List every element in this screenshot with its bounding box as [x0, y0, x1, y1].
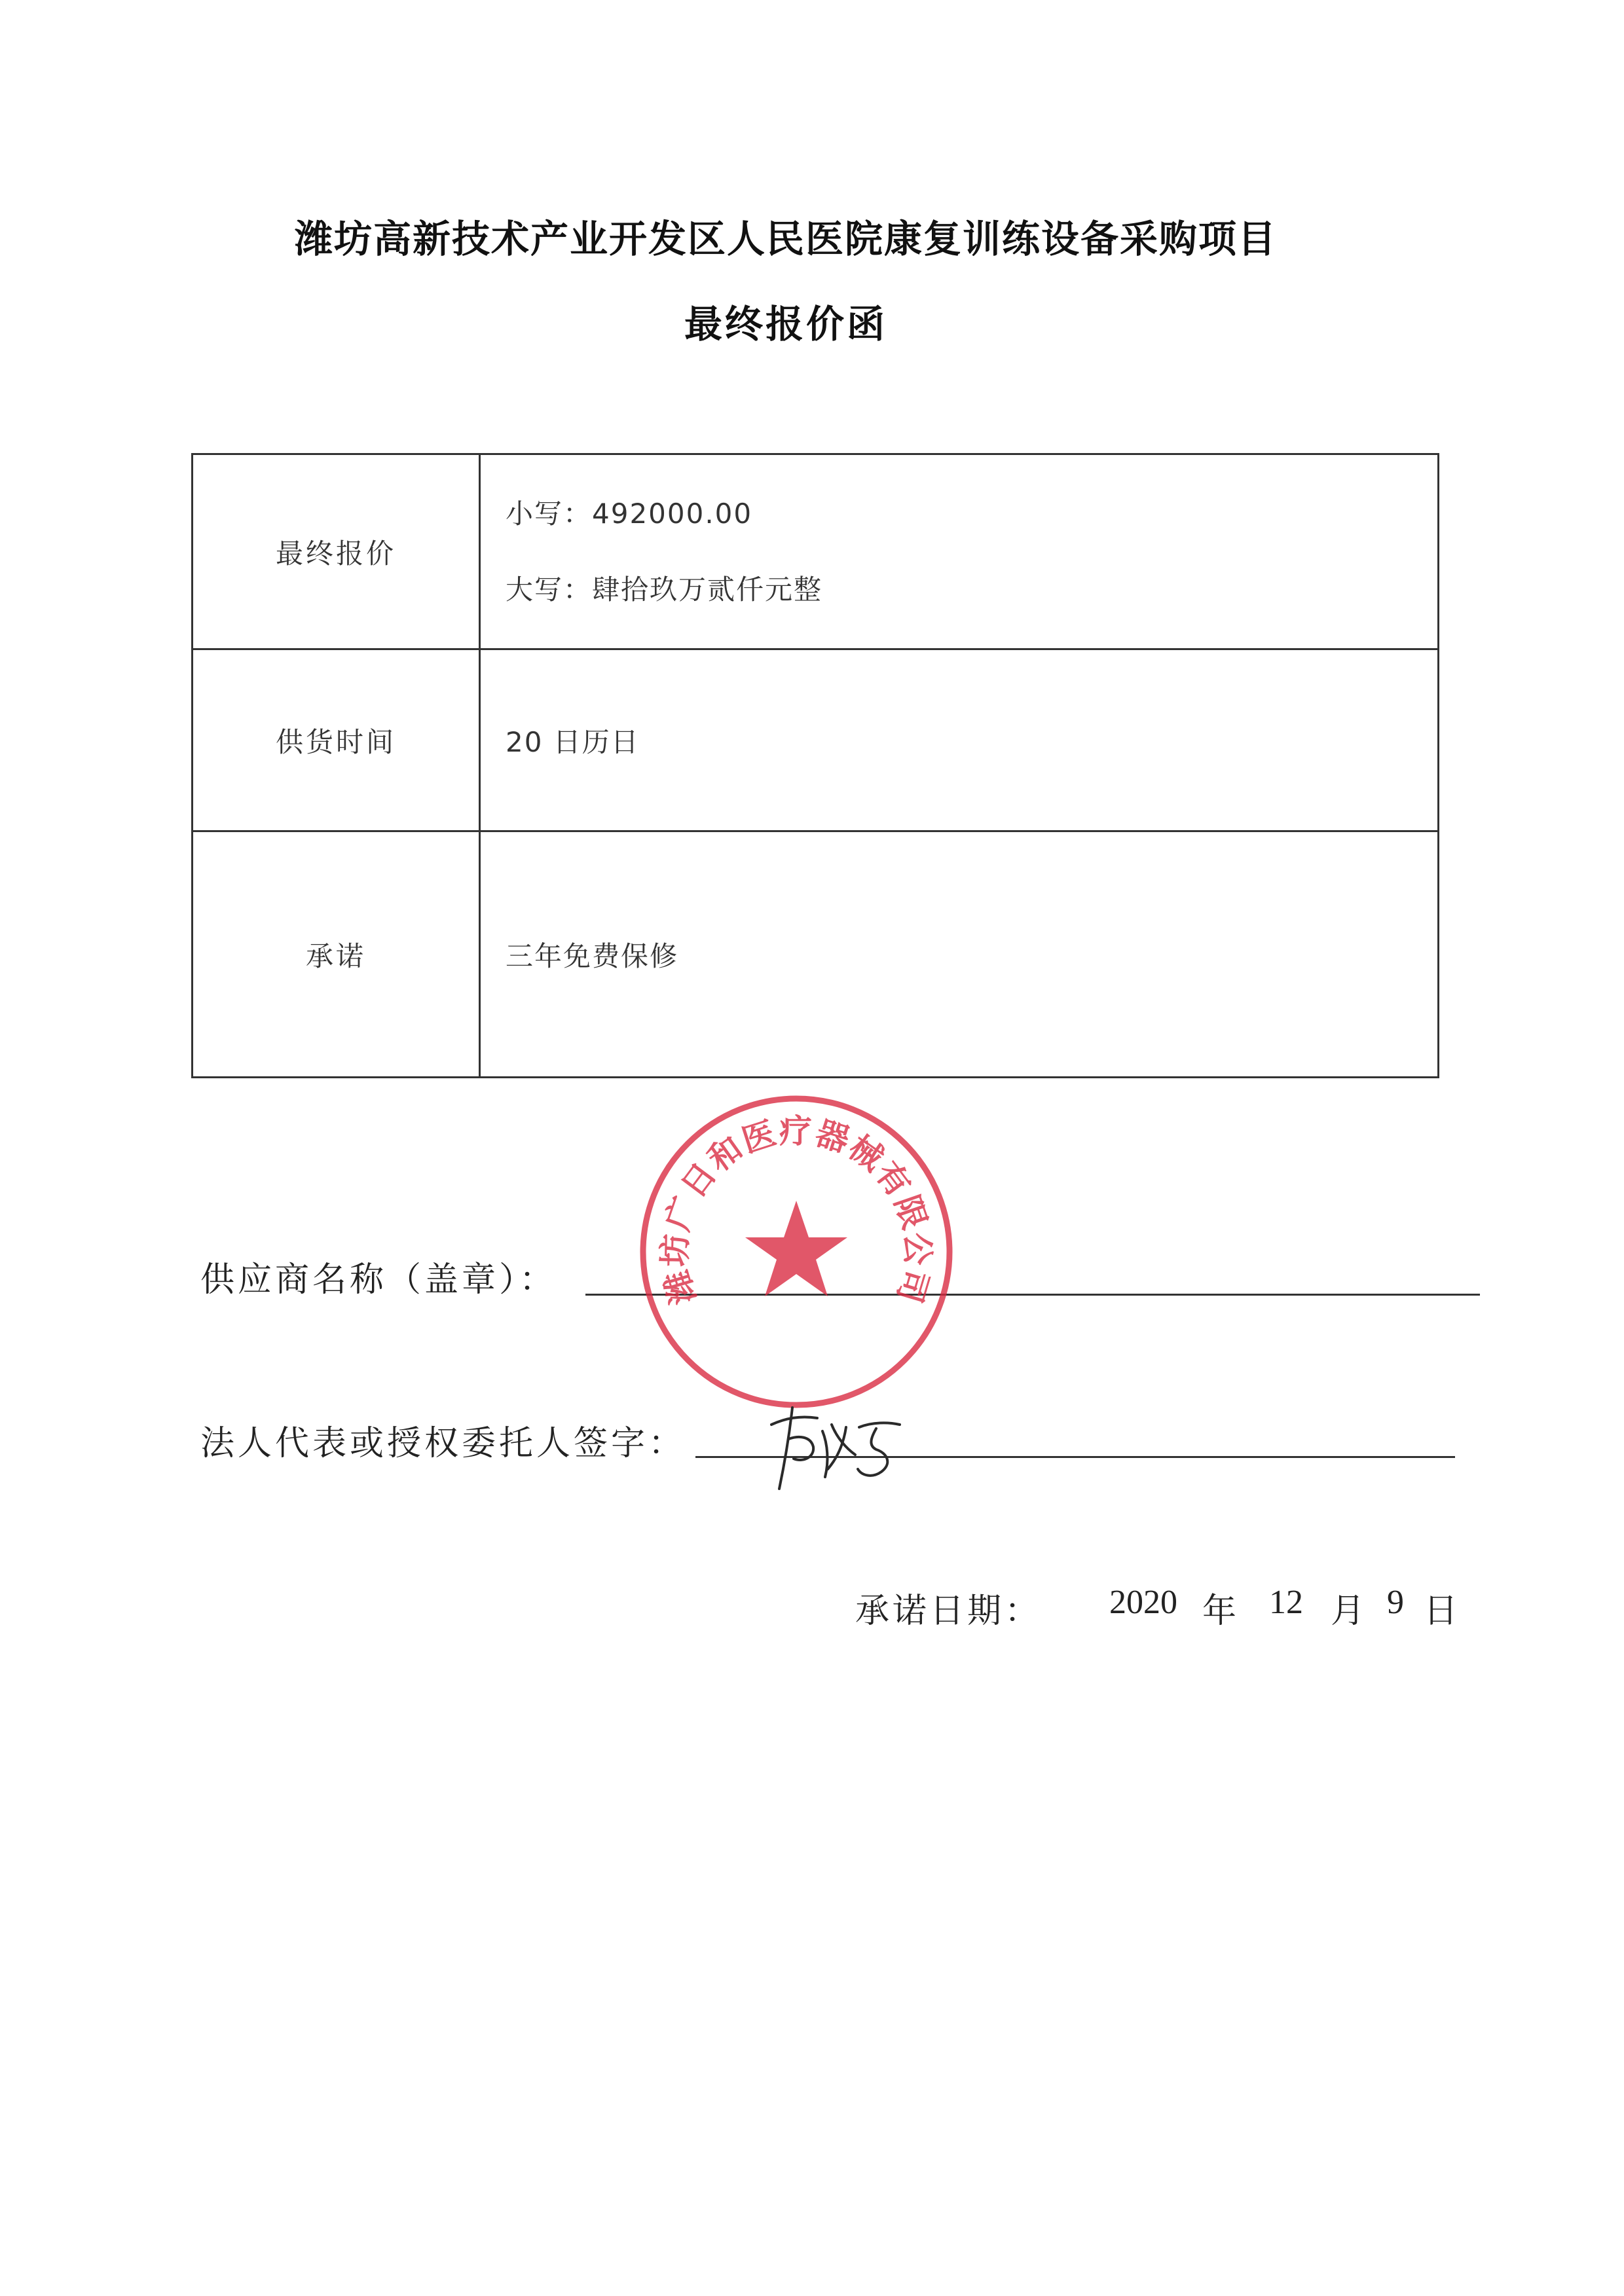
document-subtitle: 最终报价函: [684, 302, 887, 346]
date-day-unit: 日: [1424, 1592, 1458, 1631]
date-month: 12: [1269, 1584, 1303, 1621]
quote-amount-figures: 小写：492000.00: [506, 497, 753, 530]
final-quote-value: [480, 454, 1439, 649]
company-seal-stamp: [634, 1089, 959, 1414]
date-day: 9: [1387, 1584, 1404, 1621]
promise-label: 承诺: [193, 831, 480, 1078]
seal-text: 潍坊广日和医疗器械有限公司: [655, 1112, 937, 1309]
table-row-promise: [193, 831, 1439, 1078]
date-year-unit: 年: [1202, 1592, 1237, 1631]
quote-table: [191, 453, 1439, 1078]
date-month-unit: 月: [1331, 1592, 1365, 1631]
seal-star-icon: [745, 1201, 847, 1296]
delivery-time-label: 供货时间: [193, 649, 480, 831]
document-title: 潍坊高新技术产业开发区人民医院康复训练设备采购项目: [294, 217, 1277, 261]
promise-value: 三年免费保修: [480, 831, 1439, 1078]
signer-label: 法人代表或授权委托人签字：: [200, 1424, 686, 1463]
supplier-name-label: 供应商名称（盖章）：: [200, 1260, 557, 1300]
table-row-delivery-time: [193, 649, 1439, 831]
delivery-time-value: 20 日历日: [480, 649, 1439, 831]
final-quote-label: 最终报价: [193, 454, 480, 649]
handwritten-signature: [760, 1398, 910, 1497]
commitment-date-label: 承诺日期：: [855, 1592, 1043, 1631]
quote-amount-words: 大写：肆拾玖万贰仟元整: [506, 573, 823, 606]
table-row-final-quote: [193, 454, 1439, 649]
date-year: 2020: [1109, 1584, 1177, 1621]
